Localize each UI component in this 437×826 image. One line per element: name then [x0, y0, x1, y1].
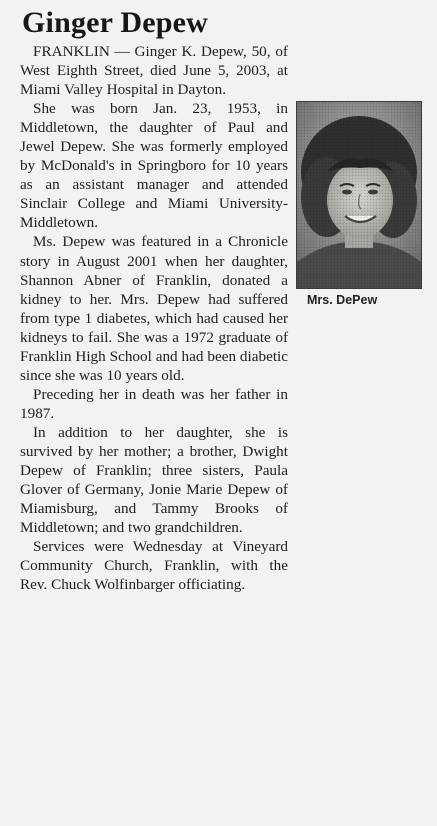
paragraph-death-notice: FRANKLIN — Ginger K. Depew, 50, of West Eighth Street, died June 5, 2003, at Miami Valley Hospital in Dayton. [20, 43, 288, 99]
paragraph-kidney-story: Ms. Depew was featured in a Chronicle story in August 2001 when her daughter, Shannon Abner of Franklin, donated a kidney to her. Mrs. Depew had suffered from type 1 diabetes, which had caused her kidneys to fail. She was a 1972 graduate of Franklin High School and had been diabetic since she was 10 years old. [20, 233, 288, 384]
portrait-photo [296, 101, 422, 289]
paragraph-survivors: In addition to her daughter, she is survived by her mother; a brother, Dwight Depew of Franklin; three sisters, Paula Glover of Germany, Jonie Marie Depew of Miamisburg, and Tammy Brooks of Middletown; and two grandchildren. [20, 423, 288, 537]
obituary-body [20, 42, 288, 594]
paragraph-biography: She was born Jan. 23, 1953, in Middletown, the daughter of Paul and Jewel Depew. She was formerly employed by McDonald's in Springboro for 10 years as an assistant manager and attended Sinclair College and Miami University-Middletown. [20, 100, 288, 232]
photo-caption: Mrs. DePew [307, 293, 378, 307]
paragraph-preceded-in-death: Preceding her in death was her father in 1987. [20, 385, 288, 422]
paragraph-services: Services were Wednesday at Vineyard Community Church, Franklin, with the Rev. Chuck Wolfinbarger officiating. [20, 538, 288, 594]
obituary-headline: Ginger Depew [22, 6, 208, 39]
portrait-image [297, 102, 421, 288]
